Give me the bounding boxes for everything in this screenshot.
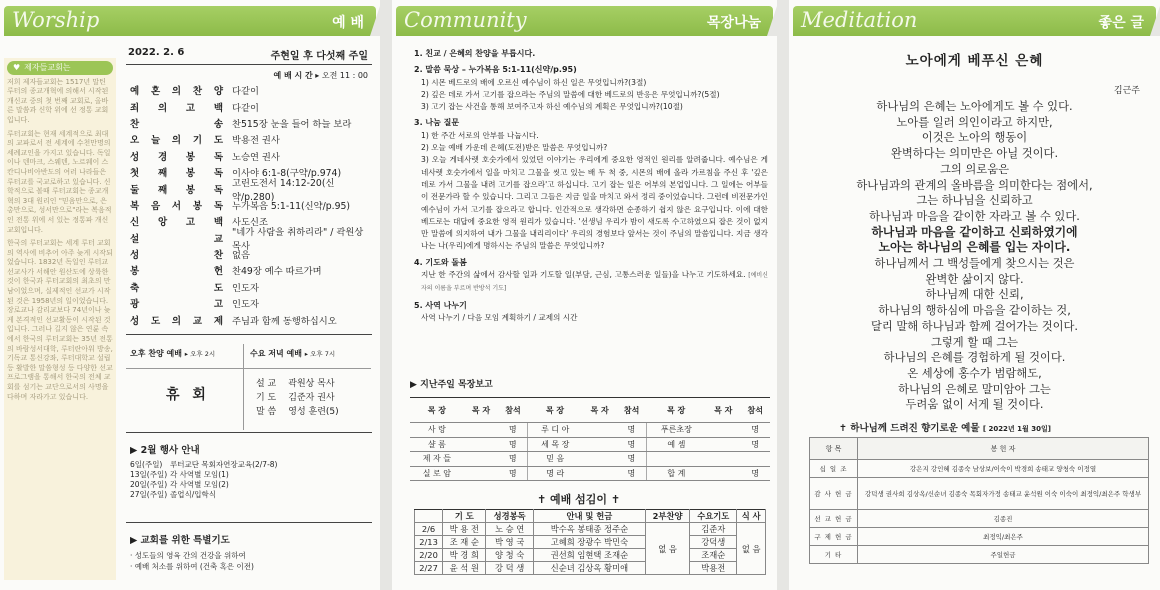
events-title: ▶ 2월 행사 안내	[130, 445, 200, 456]
event-item: 20일(주일) 각 사역별 모임(2)	[130, 480, 229, 489]
poem-line: 하나님의 행하심에 마음을 같이하는 것,	[878, 304, 1071, 318]
group-report-header: 목 장	[646, 398, 706, 423]
group-report-cell: 명 라	[528, 466, 583, 481]
volunteer-cell: 2/13	[415, 536, 443, 549]
order-row	[130, 311, 375, 327]
service-volunteers-table	[414, 509, 766, 575]
volunteer-cell: 박 경 희	[443, 549, 486, 562]
group-report-cell	[646, 452, 706, 467]
group-report-cell	[706, 452, 741, 467]
evening-service-title: 수요 저녁 예배 ▸ 오후 7시	[250, 349, 336, 358]
order-value: 없음	[232, 250, 250, 262]
order-label: 첫 째 봉 독	[130, 168, 226, 180]
church-intro-heading	[7, 61, 113, 75]
meditation-page	[789, 0, 1160, 590]
offering-title: ✝ 하나님께 드려진 향기로운 예물 [ 2022년 1월 30일]	[839, 423, 1051, 434]
order-value: 고린도전서 14:12-20(신약/p.280)	[232, 177, 335, 203]
order-row	[130, 148, 375, 164]
special-prayer	[130, 532, 370, 572]
order-row	[130, 262, 375, 278]
poem-line: 달리 말해 하나님과 함께 걸어가는 것이다.	[870, 319, 1079, 333]
volunteer-cell: 권선희 임현택 조재순	[533, 549, 645, 562]
offering-table: 항 목 봉 헌 자 십 일 조 강은지 강인혜 김종숙 남상보/이숙이 박경희 송태교 양청숙 이정열 감 사 헌 금 강덕생 권사희 김상옥/신순녀 김종숙 목회자가정 송태교 윤석원 이숙 이숙이 최정익/최은주 학생부 선 교 헌 금 김종진 구 제 헌 금 최정익/최은주 기 타 주일헌금	[809, 437, 1149, 564]
church-intro-title: 제자들교회는	[24, 63, 71, 72]
volunteer-cell: 조 재 순	[443, 536, 486, 549]
group-report-cell	[706, 437, 741, 452]
poem-line: 온 세상에 홍수가 범람해도,	[907, 366, 1042, 380]
offering-row	[810, 528, 1149, 546]
poem-line: 하나님과의 관계의 올바름을 의미한다는 점에서,	[856, 178, 1093, 192]
prayer-text: 지난 한 주간의 삶에서 감사할 일과 기도할 일(부담, 근심, 고통스러운 일들)을 나누고 기도하세요. [예비신자의 이름을 부르며 반방석 기도]	[421, 270, 768, 293]
volunteer-header: 안내 및 헌금	[533, 510, 645, 523]
poem-line: 하나님과 마음을 같이한 자라고 볼 수 있다.	[869, 209, 1080, 223]
group-report-cell	[464, 423, 499, 438]
small-group-guide	[414, 48, 768, 324]
group-report-header: 목 자	[464, 398, 499, 423]
event-item: 6일(주일) 루터교단 목회자연장교육(2/7-8)	[130, 460, 278, 469]
volunteer-cell: 2/20	[415, 549, 443, 562]
order-row	[130, 197, 375, 213]
pm-rest-label: 휴 회	[166, 387, 210, 403]
section-heading: 5. 사역 나누기	[414, 300, 467, 310]
question: 2) 깊은 데로 가서 고기를 잡으라는 주님의 말씀에 대한 베드로의 반응은 무엇입니까?(5절)	[421, 89, 720, 99]
order-row	[130, 82, 375, 98]
question-paragraph: 3) 오늘 게네사렛 호숫가에서 있었던 이야기는 우리에게 중요한 영적인 원리를 알려줍니다. 예수님은 게네사렛 호숫가에서 일을 마치고 그물을 씻고 있는 배 두 척 중, 시몬의 배에 올라 가르침을 주신 후 '깊은 데로 가서 그물을 내려 고기를 잡으라'고 하십니다. 고기 잡는 일은 어부의 본업입니다. 그 일에는 어부들이 전문가라 할 수 있습니다. 그리고 그들은 지금 일을 마치고 와서 정리 중이었습니다. 그런데 비전문가인 예수님이 가서 고기를 잡으라고 합니다. 인간적으로 생각하면 순종하기 쉽지 않은 요구입니다. 이에 대한 베드로는 대답에 중요한 영적 원리가 있습니다. '선생님 우리가 밤이 새도록 수고하였으되 잡은 것이 없지만 말씀에 의지하여 내가 그물을 내리리이다' 우리의 경험보다 앞서는 것이 주님의 말씀입니다. 지금 생각나는 나(우리)에게 명하시는 주님의 말씀은 무엇입니까?	[421, 155, 768, 251]
worship-page	[0, 0, 380, 590]
group-report-cell: 사 랑	[410, 423, 464, 438]
order-row	[130, 98, 375, 114]
order-value: 다같이	[232, 86, 259, 98]
section-heading: 2. 말씀 묵상 – 누가복음 5:1-11(신약/p.95)	[414, 65, 577, 75]
poem-line: 하나님의 은혜를 경험하게 될 것이다.	[883, 351, 1066, 365]
order-value: 인도자	[232, 299, 259, 311]
event-item: 27일(주일) 졸업식/입학식	[130, 490, 216, 499]
volunteer-row	[415, 562, 766, 575]
volunteer-cell: 강덕생	[690, 536, 737, 549]
group-report-cell	[582, 423, 617, 438]
poem-line: 노아를 일러 의인이라고 하지만,	[896, 115, 1053, 129]
group-report-cell: 명	[617, 452, 646, 467]
community-subtitle: 목장나눔	[706, 15, 761, 31]
order-label: 축 도	[130, 282, 226, 294]
event-item: 13일(주일) 각 사역별 모임(1)	[130, 470, 229, 479]
worship-header	[4, 6, 376, 36]
prayer-item: · 성도들의 영육 간의 건강을 위하여	[130, 551, 246, 560]
community-page	[392, 0, 777, 590]
volunteer-row	[415, 549, 766, 562]
order-label: 예 혼 의 찬 양	[130, 86, 226, 98]
group-report-header: 목 자	[582, 398, 617, 423]
volunteer-header: 성경봉독	[486, 510, 533, 523]
order-label: 성 찬	[130, 250, 226, 262]
meditation-title: Meditation	[801, 8, 918, 32]
order-label: 성 도 의 교 제	[130, 315, 226, 327]
volunteer-row	[415, 536, 766, 549]
offering-givers: 강덕생 권사희 김상옥/신순녀 김종숙 목회자가정 송태교 윤석원 이숙 이숙이 최정익/최은주 학생부	[858, 478, 1149, 510]
group-report-cell: 샬 롬	[410, 437, 464, 452]
group-report-header: 목 자	[706, 398, 741, 423]
group-report-cell: 명	[498, 466, 527, 481]
volunteer-header: 기 도	[443, 510, 486, 523]
volunteer-cell: 2/6	[415, 523, 443, 536]
offering-category: 구 제 헌 금	[810, 528, 858, 546]
group-report-cell: 명	[498, 437, 527, 452]
order-row	[130, 279, 375, 295]
community-header	[396, 6, 773, 36]
offering-category: 감 사 헌 금	[810, 478, 858, 510]
offering-category: 선 교 헌 금	[810, 510, 858, 528]
group-report-cell: 예 셈	[646, 437, 706, 452]
order-value: 찬515장 눈을 들어 하늘 보라	[232, 118, 352, 130]
poem-line: 두려움 없이 서게 될 것이다.	[905, 398, 1044, 412]
order-label: 오 늘 의 기 도	[130, 135, 226, 147]
church-intro-para: 저희 제자들교회는 1517년 말틴 루터의 종교개혁에 의해서 시작된 개신교 중의 첫 번째 교회로, 올바른 말씀과 신학 위에 선 정통 교회입니다.	[7, 77, 109, 124]
poem-line: 하나님과 마음을 같이하고 신뢰하였기에	[871, 224, 1078, 239]
order-of-worship	[130, 82, 375, 328]
order-label: 둘 째 봉 독	[130, 184, 226, 196]
volunteer-header: 수요기도	[690, 510, 737, 523]
group-report-cell	[464, 466, 499, 481]
afternoon-services	[126, 340, 371, 430]
order-value: 인도자	[232, 282, 259, 294]
order-value: "네가 사람을 취하리라" / 곽원상 목사	[232, 226, 364, 252]
offering-category: 십 일 조	[810, 460, 858, 478]
volunteer-cell: 양 청 숙	[486, 549, 533, 562]
church-intro-para: 한국의 루터교회는 세계 루터 교회의 역사에 비추어 아주 늦게 시작되었습니다. 1832년 독일인 루터교 선교사가 서해안 원산도에 상륙한 것이 한국과 루터교회의 최초의 만남이었으며, 실제적인 선교가 시작된 것은 1958년의 일이었습니다. 장로교나 감리교보다 74년이나 늦게 본격적인 선교활동이 시작된 것입니다. 그러나 길지 않은 연륜 속에서 한국의 루터교회는 35년 전통의 바람성서대학, 루터란아워 방송, 기독교 통신강좌, 루터대학교 설립 등 활발한 말씀형성 등 다양한 선교 프로그램을 통해서 한국의 전체 교회를 섬기는 교단으로서의 사명을 다하며 자라가고 있습니다.	[7, 239, 113, 401]
offering-givers: 강은지 강인혜 김종숙 남상보/이숙이 박경희 송태교 양청숙 이정열	[858, 460, 1149, 478]
poem-line: 그의 의로움은	[939, 162, 1010, 176]
poem-line: 하나님의 은혜로 말미암아 그는	[898, 382, 1051, 396]
volunteer-row	[415, 523, 766, 536]
order-value: 박용전 권사	[232, 135, 280, 147]
volunteer-cell: 김준자	[690, 523, 737, 536]
group-report-cell	[464, 437, 499, 452]
february-events	[130, 442, 370, 500]
group-report-row	[410, 437, 770, 452]
group-report-cell: 푸른초장	[646, 423, 706, 438]
group-report-row	[410, 423, 770, 438]
group-report-table	[410, 397, 770, 481]
meditation-header	[793, 6, 1156, 36]
poem-line: 노아는 하나님의 은혜를 입는 자이다.	[878, 240, 1071, 255]
order-value: 누가복음 5:1-11(신약/p.95)	[232, 200, 351, 212]
group-report-cell	[706, 423, 741, 438]
volunteer-cell: 고혜희 장광수 박민숙	[533, 536, 645, 549]
volunteer-cell: 박수옥 봉태종 정주순	[533, 523, 645, 536]
offering-givers: 김종진	[858, 510, 1149, 528]
order-row	[130, 246, 375, 262]
prayer-item: · 예배 처소를 위하여 (건축 혹은 이전)	[130, 562, 254, 571]
group-report-cell	[582, 437, 617, 452]
group-report-cell: 명	[617, 423, 646, 438]
poem-title: 노아에게 베푸신 은혜	[905, 53, 1044, 69]
group-report-cell: 실 로 암	[410, 466, 464, 481]
offering-givers: 주일헌금	[858, 546, 1149, 564]
offering-row	[810, 478, 1149, 510]
poem-line: 이것은 노아의 행동이	[921, 131, 1028, 145]
prayer-title: ▶ 교회를 위한 특별기도	[130, 535, 230, 546]
worship-subtitle: 예 배	[332, 15, 364, 31]
group-report-cell	[706, 466, 741, 481]
group-report-cell	[464, 452, 499, 467]
question: 2) 오늘 예배 가운데 은혜(도전)받은 말씀은 무엇입니까?	[421, 143, 608, 153]
group-report-title: ▶ 지난주일 목장보고	[410, 380, 493, 390]
offering-row	[810, 460, 1149, 478]
poem-line: 완벽하다는 의미만은 아닐 것이다.	[890, 147, 1059, 161]
heart-icon: ♥	[13, 63, 21, 72]
service-time: 예 배 시 간 ▸ 오전 11 : 00	[273, 71, 368, 80]
group-report-cell: 명	[741, 466, 770, 481]
poem-line: 그는 하나님을 신뢰하고	[916, 194, 1033, 208]
order-label: 봉 헌	[130, 266, 226, 278]
group-report-cell	[741, 452, 770, 467]
order-label: 성 경 봉 독	[130, 151, 226, 163]
worship-title: Worship	[12, 8, 100, 32]
question: 1) 한 주간 서로의 안부를 나눕시다.	[421, 130, 539, 140]
volunteer-header: 식 사	[737, 510, 766, 523]
order-row	[130, 131, 375, 147]
group-report-cell: 명	[741, 423, 770, 438]
volunteer-cell: 윤 석 원	[443, 562, 486, 575]
volunteer-merged-cell: 없 음	[646, 523, 690, 575]
question: 1) 시몬 베드로의 배에 오르신 예수님이 하신 일은 무엇입니까?(3절)	[421, 77, 647, 87]
group-report-row	[410, 466, 770, 481]
order-label: 신 앙 고 백	[130, 217, 226, 229]
group-report-cell: 합 계	[646, 466, 706, 481]
poem-line: 하나님께 대한 신뢰,	[925, 288, 1024, 302]
service-date: 2022. 2. 6	[128, 47, 185, 58]
volunteer-cell: 신순녀 김상옥 황미애	[533, 562, 645, 575]
section-heading: 1. 친교 / 은혜의 찬양을 부릅시다.	[414, 49, 536, 58]
group-report-header: 참석	[498, 398, 527, 423]
group-report-cell: 세 목 장	[528, 437, 583, 452]
pm-service-title: 오후 찬양 예배 ▸ 오후 2시	[130, 349, 216, 358]
group-report-cell: 명	[498, 452, 527, 467]
group-report-header: 목 장	[410, 398, 464, 423]
order-label: 설 교	[130, 233, 226, 245]
group-report-cell: 제 자 들	[410, 452, 464, 467]
section-heading: 3. 나눔 질문	[414, 118, 460, 128]
order-value: 다같이	[232, 102, 259, 114]
order-row	[130, 115, 375, 131]
group-report-header: 참석	[617, 398, 646, 423]
volunteer-cell: 박용전	[690, 562, 737, 575]
group-report-header: 목 장	[528, 398, 583, 423]
question: 3) 고기 잡는 사건을 통해 보여주고자 하신 예수님의 계획은 무엇입니까?(10절)	[421, 102, 683, 112]
group-report-cell: 명	[617, 466, 646, 481]
poem-line: 하나님께서 그 백성들에게 찾으시는 것은	[874, 257, 1075, 271]
group-report-cell: 믿 음	[528, 452, 583, 467]
volunteer-cell: 강 덕 생	[486, 562, 533, 575]
order-row	[130, 295, 375, 311]
order-label: 복 음 서 봉 독	[130, 200, 226, 212]
order-row	[130, 177, 375, 203]
volunteer-cell: 박 용 전	[443, 523, 486, 536]
order-value: 주님과 함께 동행하십시오	[232, 315, 337, 327]
volunteer-cell: 2/27	[415, 562, 443, 575]
church-intro-para: 루터교회는 현재 세계적으로 최대의 교파로서 전 세계에 수천만명의 세례교인을 가지고 있습니다. 독일이나 덴마크, 스웨덴, 노르웨이 스칸디나비아반도의 여러 나라들은 루터교를 국교로하고 있습니다. 신학적으로 볼때 루터교회는 종교개혁의 3대 원리인 "믿음만으로, 은총만으로, 성서만으로"라는 복음적인 전통 위에 서 있는 정통파 개신교회입니다.	[7, 129, 112, 234]
group-report-cell: 루 디 아	[528, 423, 583, 438]
meditation-subtitle: 좋은 글	[1098, 15, 1144, 31]
offering-row	[810, 546, 1149, 564]
poem-line: 하나님의 은혜는 노아에게도 볼 수 있다.	[876, 100, 1073, 113]
group-report-cell: 명	[498, 423, 527, 438]
ministry-text: 사역 나누기 / 다음 모임 계획하기 / 교제의 시간	[421, 312, 578, 322]
poem-author: 김근주	[1113, 86, 1140, 96]
offering-givers: 최정익/최은주	[858, 528, 1149, 546]
volunteer-header: 2부찬양	[646, 510, 690, 523]
group-report-row	[410, 452, 770, 467]
order-label: 찬 송	[130, 118, 226, 130]
service-volunteers-title: ✝ 예배 섬김이 ✝	[537, 493, 621, 506]
volunteer-cell: 조재순	[690, 549, 737, 562]
order-value: 찬49장 예수 따르가며	[232, 266, 322, 278]
volunteer-cell: 노 승 연	[486, 523, 533, 536]
group-report-header: 참석	[741, 398, 770, 423]
offering-row	[810, 510, 1149, 528]
volunteer-cell: 박 영 국	[486, 536, 533, 549]
service-name: 주현일 후 다섯째 주일	[270, 51, 368, 62]
order-value: 사도신조	[232, 217, 268, 229]
order-value: 노승연 권사	[232, 151, 280, 163]
evening-service-roles: 설 교 곽원상 목사 기 도 김준자 권사 말 씀 영성 훈련(5)	[256, 379, 339, 417]
offering-category: 기 타	[810, 546, 858, 564]
order-label: 광 고	[130, 299, 226, 311]
group-report-cell: 명	[617, 437, 646, 452]
order-row	[130, 226, 375, 252]
order-label: 죄 의 고 백	[130, 102, 226, 114]
church-intro-sidebar	[4, 58, 116, 580]
community-title: Community	[404, 8, 527, 32]
poem-body	[809, 99, 1140, 413]
order-value: 이사야 6:1-8(구약/p.974)	[232, 168, 342, 180]
volunteer-merged-cell: 없 음	[737, 523, 766, 575]
group-report-cell: 명	[741, 437, 770, 452]
group-report-cell	[582, 466, 617, 481]
poem-line: 그렇게 할 때 그는	[930, 335, 1019, 349]
section-heading: 4. 기도와 돌봄	[414, 257, 467, 267]
volunteer-header	[415, 510, 443, 523]
group-report-cell	[582, 452, 617, 467]
poem-line: 완벽한 삶이지 않다.	[925, 272, 1024, 286]
